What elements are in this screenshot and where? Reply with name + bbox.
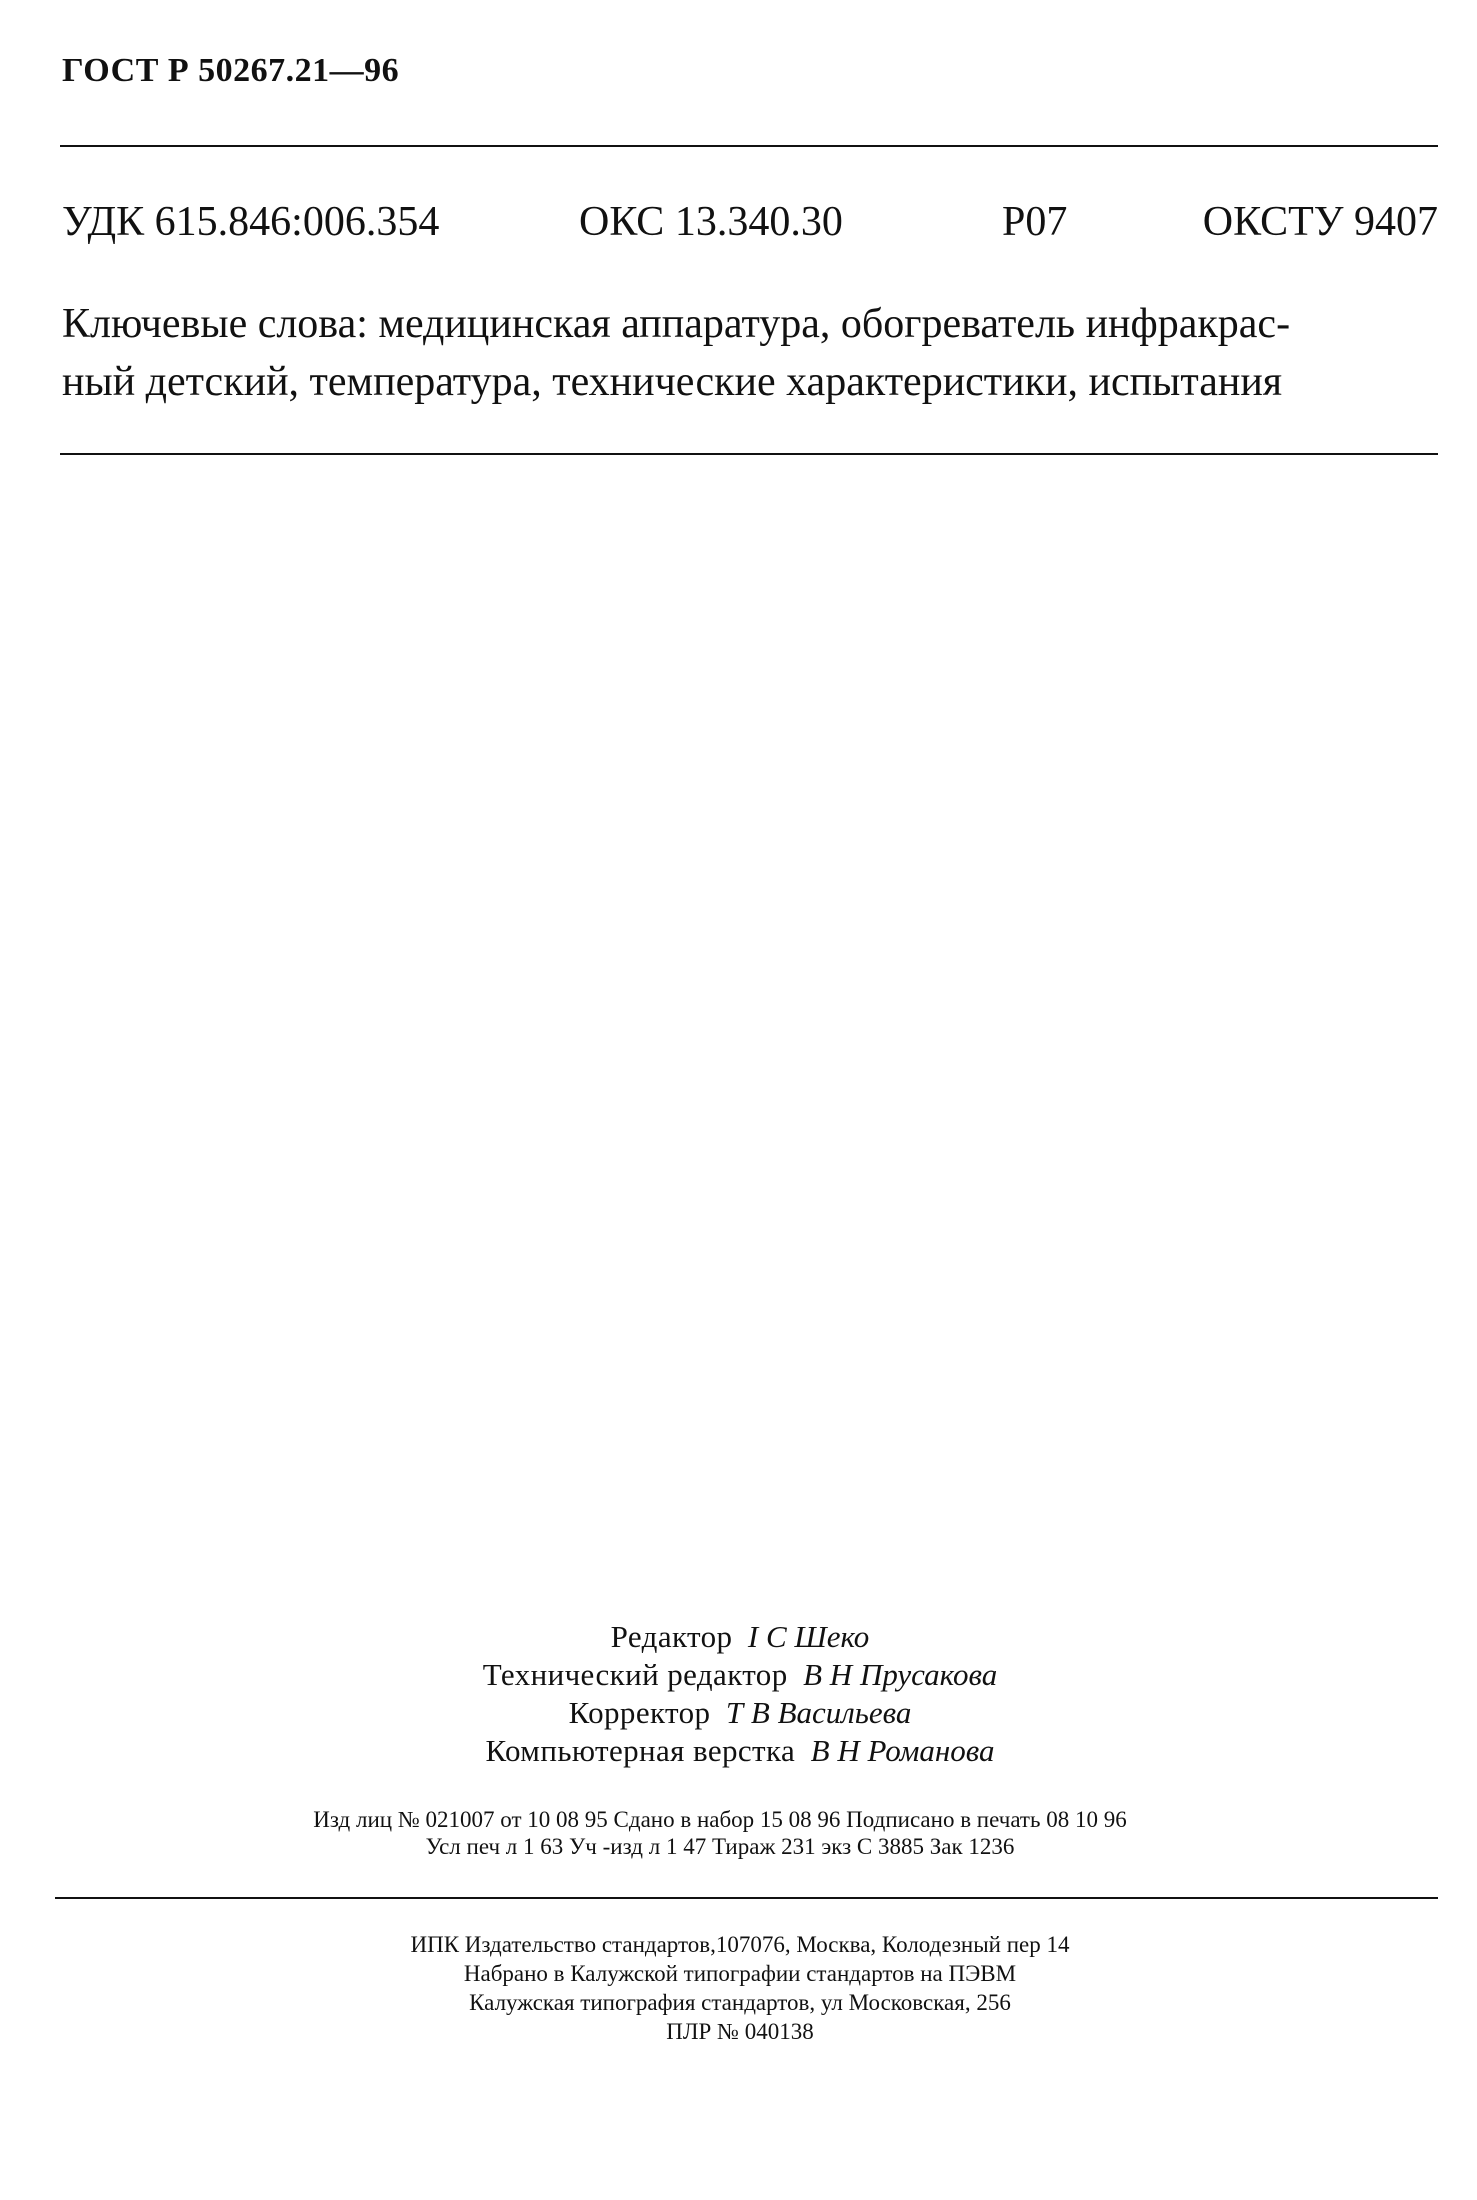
publisher-block	[290, 1930, 1190, 2046]
publisher-line: Набрано в Калужской типографии стандартов на ПЭВМ	[463, 1961, 1017, 1986]
oks-code: ОКС 13.340.30	[579, 199, 843, 245]
imprint-divider	[55, 1897, 1438, 1899]
publisher-line: ИПК Издательство стандартов,107076, Москва, Колодезный пер 14	[410, 1932, 1070, 1957]
document-code: ГОСТ Р 50267.21—96	[62, 52, 400, 89]
credit-editor	[300, 1618, 1180, 1656]
credit-tech-editor	[300, 1656, 1180, 1694]
credit-proofreader	[300, 1694, 1180, 1732]
credit-name: В Н Романова	[810, 1733, 995, 1768]
top-divider	[60, 145, 1438, 147]
credit-role: Компьютерная верстка	[485, 1733, 796, 1768]
imprint-line: Усл печ л 1 63 Уч -изд л 1 47 Тираж 231 экз С 3885 Зак 1236	[425, 1834, 1015, 1859]
group-code: Р07	[1002, 199, 1068, 245]
udk-code: УДК 615.846:006.354	[62, 199, 440, 245]
okstu-code: ОКСТУ 9407	[1202, 199, 1438, 245]
keywords-line: Ключевые слова: медицинская аппаратура, обогреватель инфракрас-	[62, 301, 1291, 347]
credit-name: Т В Васильева	[725, 1695, 912, 1730]
imprint-line: Изд лиц № 021007 от 10 08 95 Сдано в набор 15 08 96 Подписано в печать 08 10 96	[313, 1807, 1127, 1832]
credit-role: Редактор	[610, 1619, 733, 1654]
keywords-divider	[60, 453, 1438, 455]
credits-block	[300, 1618, 1180, 1770]
imprint-block	[150, 1806, 1290, 1860]
publisher-line: ПЛР № 040138	[666, 2019, 814, 2044]
credit-role: Корректор	[568, 1695, 711, 1730]
credit-name: В Н Прусакова	[803, 1657, 998, 1692]
keywords-block	[62, 295, 1442, 411]
credit-role: Технический редактор	[482, 1657, 788, 1692]
credit-layout	[300, 1732, 1180, 1770]
publisher-line: Калужская типография стандартов, ул Московская, 256	[469, 1990, 1011, 2015]
keywords-line: ный детский, температура, технические характеристики, испытания	[62, 359, 1283, 405]
credit-name: I С Шеко	[747, 1619, 870, 1654]
